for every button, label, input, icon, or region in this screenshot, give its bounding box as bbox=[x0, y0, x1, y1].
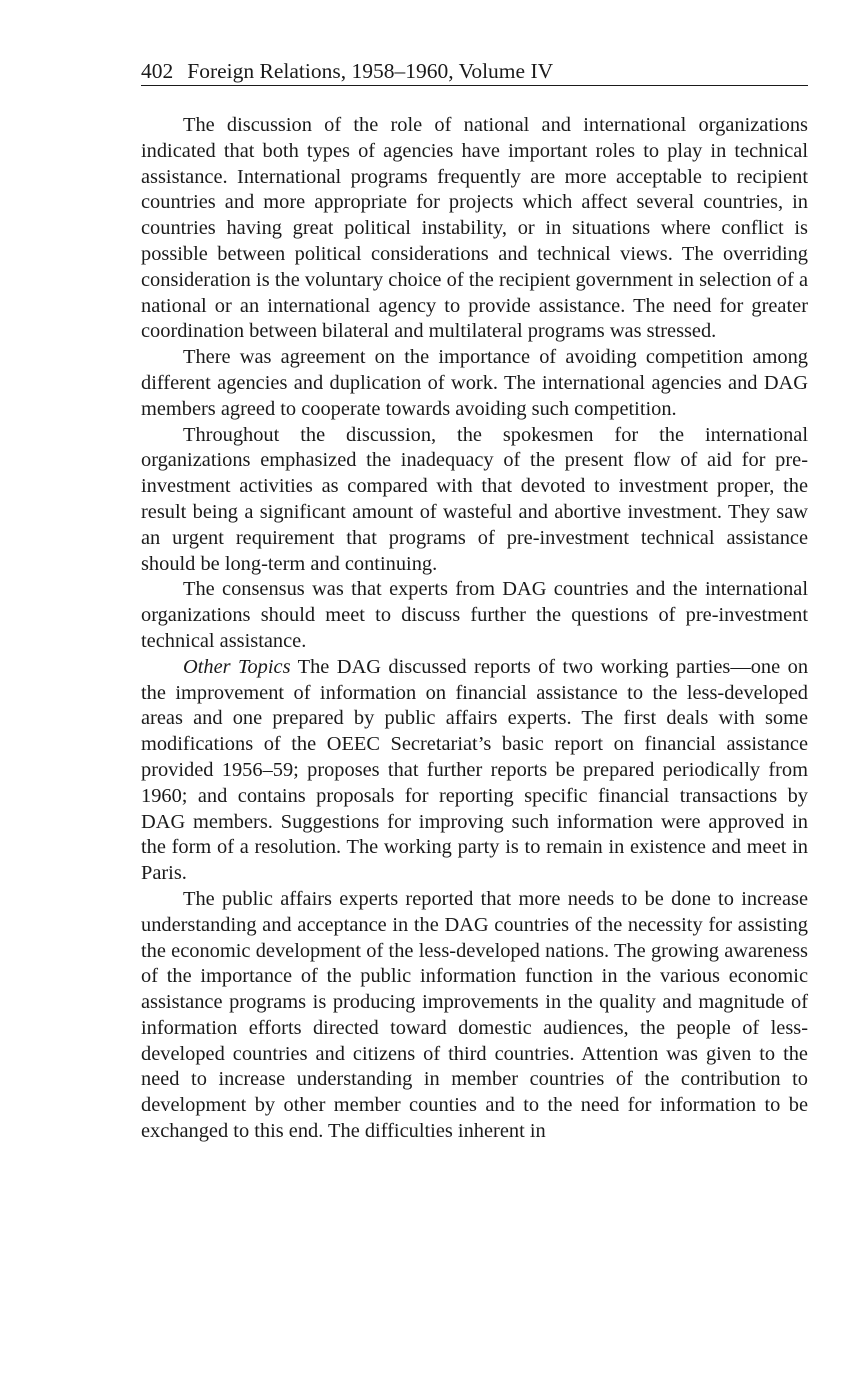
paragraph-competition: There was agreement on the importance of avoiding competition among different agencies and duplication of work. The international agencies and DAG members agreed to cooperate towards avoiding such competition. bbox=[141, 346, 808, 420]
running-head bbox=[141, 58, 808, 86]
paragraph-pre-investment: Throughout the discussion, the spokesmen for the international organizations emphasized the inadequacy of the present flow of aid for pre-investment activities as compared with that devoted to investment proper, the result being a significant amount of wasteful and abortive investment. They saw an urgent requirement that programs of pre-investment technical assistance should be long-term and continuing. bbox=[141, 423, 808, 575]
volume-title: Foreign Relations, 1958–1960, Volume IV bbox=[187, 59, 554, 83]
other-topics-label: Other Topics bbox=[183, 655, 291, 678]
page-number: 402 bbox=[141, 59, 174, 83]
other-topics-text: The DAG discussed reports of two working parties—one on the improvement of information on financial assistance to the less-developed areas and one prepared by public affairs experts. The first deals with some modifications of the OEEC Secretariat’s basic report on financial assistance provided 1956–59; proposes that further reports be prepared periodically from 1960; and contains proposals for reporting specific financial transactions by DAG members. Suggestions for improving such information were approved in the form of a resolution. The working party is to remain in existence and meet in Paris. bbox=[141, 655, 809, 885]
body-text bbox=[141, 113, 808, 1145]
paragraph-public-affairs: The public affairs experts reported that more needs to be done to increase understanding and acceptance in the DAG countries of the necessity for assisting the economic development of the less-developed nations. The growing awareness of the importance of the public information function in the various economic assistance programs is producing improvements in the quality and magnitude of information efforts directed toward domestic audiences, the people of less-developed countries and citizens of third countries. Attention was given to the need to increase understanding in member countries of the contribution to development by other member counties and to the need for information to be exchanged to this end. The difficulties inherent in bbox=[141, 887, 808, 1143]
paragraph-organizations: The discussion of the role of national and international organizations indicated that both types of agencies have important roles to play in technical assistance. International programs frequently are more acceptable to recipient countries and more appropriate for projects which affect several countries, in countries having great political instability, or in situations where conflict is possible between political considerations and technical views. The overriding consideration is the voluntary choice of the recipient government in selection of a national or an international agency to provide assistance. The need for greater coordination between bilateral and multilateral programs was stressed. bbox=[141, 114, 808, 343]
paragraph-consensus: The consensus was that experts from DAG countries and the international organizations should meet to discuss further the questions of pre-investment technical assistance. bbox=[141, 578, 808, 652]
paragraph-other-topics bbox=[141, 655, 808, 887]
